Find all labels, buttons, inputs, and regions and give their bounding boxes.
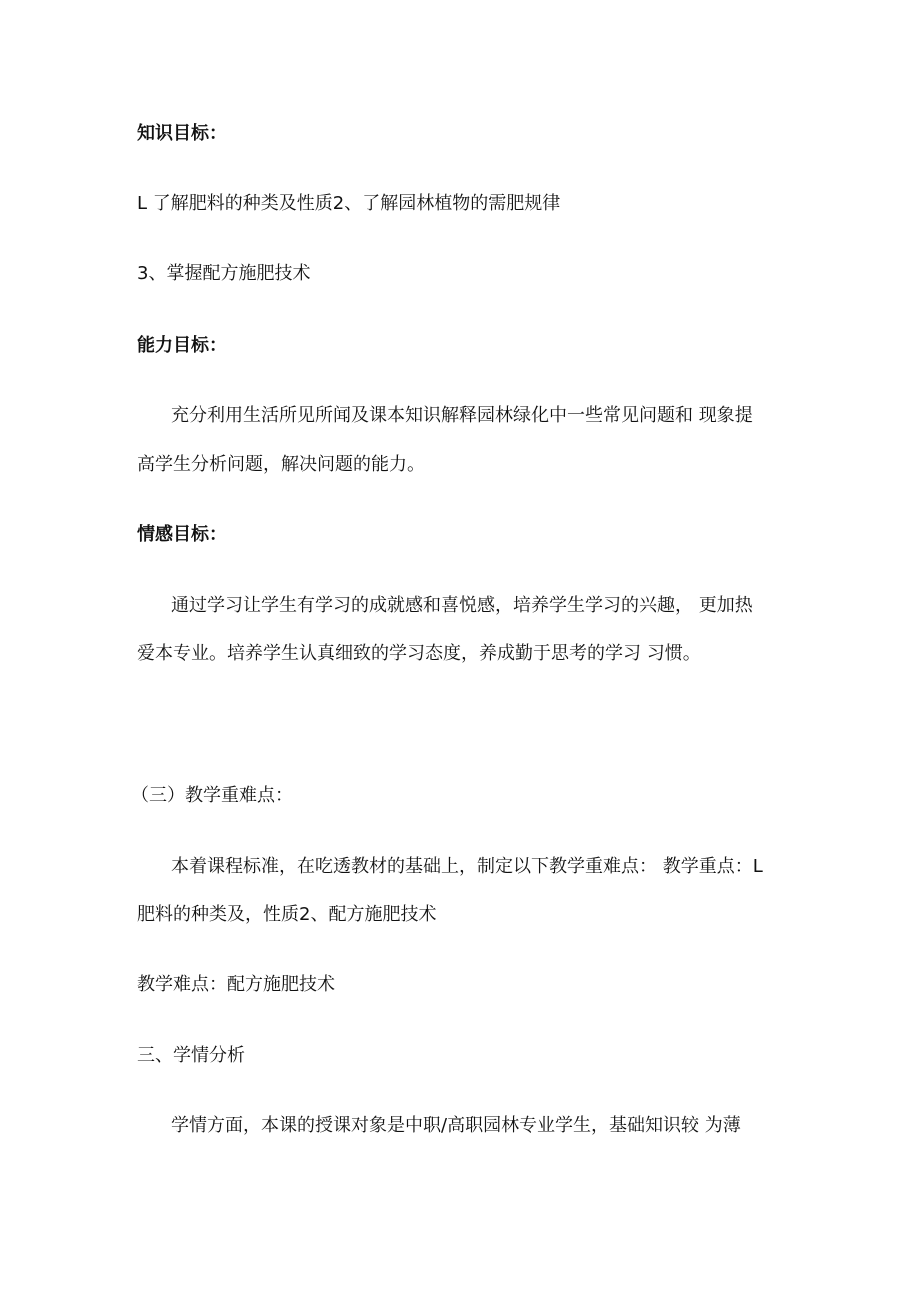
learner-analysis-paragraph-line-1: 学情方面，本课的授课对象是中职/高职园林专业学生，基础知识较 为薄 xyxy=(171,1115,741,1136)
knowledge-goal-item-3: 3、掌握配方施肥技术 xyxy=(137,263,311,284)
emotion-goal-paragraph-line-1: 通过学习让学生有学习的成就感和喜悦感，培养学生学习的兴趣， 更加热 xyxy=(171,595,753,616)
learner-analysis-heading: 三、学情分析 xyxy=(137,1045,245,1066)
emotion-goal-heading: 情感目标： xyxy=(137,524,227,545)
ability-goal-paragraph-line-2: 高学生分析问题，解决问题的能力。 xyxy=(137,454,425,475)
ability-goal-paragraph-line-1: 充分利用生活所见所闻及课本知识解释园林绿化中一些常见问题和 现象提 xyxy=(171,405,753,426)
key-points-heading: （三）教学重难点： xyxy=(131,785,293,806)
key-points-paragraph-line-2: 肥料的种类及，性质2、配方施肥技术 xyxy=(137,904,437,925)
key-points-paragraph-line-1: 本着课程标准，在吃透教材的基础上，制定以下教学重难点： 教学重点：L xyxy=(171,856,763,877)
knowledge-goal-items-1-2: L 了解肥料的种类及性质2、了解园林植物的需肥规律 xyxy=(137,193,561,214)
knowledge-goal-heading: 知识目标： xyxy=(137,123,227,144)
ability-goal-heading: 能力目标： xyxy=(137,335,227,356)
teaching-difficulty: 教学难点：配方施肥技术 xyxy=(137,974,335,995)
emotion-goal-paragraph-line-2: 爱本专业。培养学生认真细致的学习态度，养成勤于思考的学习 习惯。 xyxy=(137,643,701,664)
